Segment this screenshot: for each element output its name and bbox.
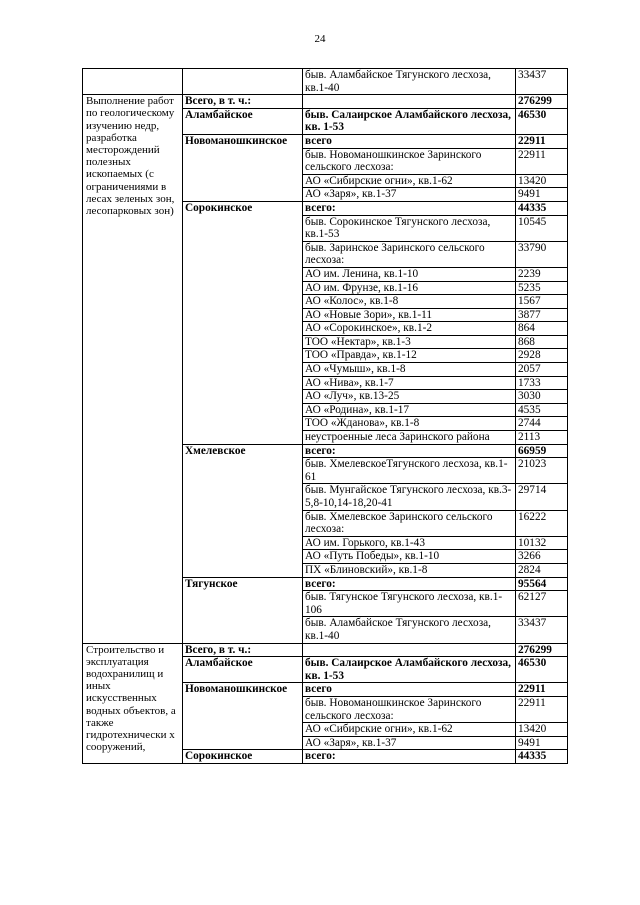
area-value-cell: 44335 (516, 750, 568, 764)
area-label-cell: всего (303, 134, 516, 148)
area-label-cell: быв. ХмелевскоеТягунского лесхоза, кв.1-61 (303, 458, 516, 484)
forestry-unit-cell (183, 69, 303, 95)
forestry-unit-cell: Тягунское (183, 577, 303, 643)
area-label-cell: АО «Заря», кв.1-37 (303, 736, 516, 750)
area-value-cell: 5235 (516, 281, 568, 295)
area-label-cell: АО им. Горького, кв.1-43 (303, 536, 516, 550)
area-label-cell: всего: (303, 750, 516, 764)
area-label-cell: АО «Сибирские огни», кв.1-62 (303, 174, 516, 188)
area-label-cell: ТОО «Правда», кв.1-12 (303, 349, 516, 363)
forest-allocation-table (82, 68, 568, 764)
area-label-cell: быв. Аламбайское Тягунского лесхоза, кв.1-40 (303, 617, 516, 643)
forestry-unit-cell: Новоманошкинское (183, 134, 303, 201)
table-row (83, 69, 568, 95)
area-value-cell: 21023 (516, 458, 568, 484)
area-label-cell: АО «Сибирские огни», кв.1-62 (303, 723, 516, 737)
area-value-cell: 13420 (516, 723, 568, 737)
area-label-cell: АО «Луч», кв.13-25 (303, 390, 516, 404)
area-label-cell: быв. Сорокинское Тягунского лесхоза, кв.1-53 (303, 215, 516, 241)
area-value-cell: 3266 (516, 550, 568, 564)
total-blank-cell (303, 643, 516, 657)
area-value-cell: 95564 (516, 577, 568, 591)
activity-cell: Выполнение работ по геологическому изучению недр, разработка месторождений полезных ископаемых (с ограничениями в лесах зеленых зон, лесопарковых зон) (83, 95, 183, 643)
page-number: 24 (314, 33, 326, 45)
total-value-cell: 276299 (516, 643, 568, 657)
area-value-cell: 864 (516, 322, 568, 336)
area-label-cell: ТОО «Жданова», кв.1-8 (303, 417, 516, 431)
total-label-cell: Всего, в т. ч.: (183, 643, 303, 657)
table-row (83, 643, 568, 657)
area-value-cell: 29714 (516, 484, 568, 510)
area-value-cell: 9491 (516, 188, 568, 202)
area-value-cell: 10545 (516, 215, 568, 241)
total-blank-cell (303, 95, 516, 109)
area-label-cell: быв. Салаирское Аламбайского лесхоза, кв. 1-53 (303, 108, 516, 134)
area-label-cell: быв. Аламбайское Тягунского лесхоза, кв.1-40 (303, 69, 516, 95)
area-value-cell: 3877 (516, 308, 568, 322)
forestry-unit-cell: Аламбайское (183, 108, 303, 134)
area-value-cell: 44335 (516, 201, 568, 215)
area-label-cell: АО «Родина», кв.1-17 (303, 403, 516, 417)
area-value-cell: 13420 (516, 174, 568, 188)
area-value-cell: 2928 (516, 349, 568, 363)
area-label-cell: ПХ «Блиновский», кв.1-8 (303, 563, 516, 577)
area-label-cell: всего (303, 683, 516, 697)
table-row (83, 95, 568, 109)
area-value-cell: 10132 (516, 536, 568, 550)
area-value-cell: 46530 (516, 108, 568, 134)
forestry-unit-cell: Сорокинское (183, 201, 303, 444)
area-value-cell: 868 (516, 335, 568, 349)
area-label-cell: АО «Нива», кв.1-7 (303, 376, 516, 390)
area-label-cell: АО «Сорокинское», кв.1-2 (303, 322, 516, 336)
activity-cell: Строительство и эксплуатация водохранилищ и иных искусственных водных объектов, а также гидротехнически х сооружений, (83, 643, 183, 763)
area-label-cell: АО «Новые Зори», кв.1-11 (303, 308, 516, 322)
area-label-cell: быв. Хмелевское Заринского сельского лесхоза: (303, 510, 516, 536)
forestry-unit-cell: Хмелевское (183, 444, 303, 577)
area-label-cell: АО «Путь Победы», кв.1-10 (303, 550, 516, 564)
area-value-cell: 22911 (516, 148, 568, 174)
area-label-cell: всего: (303, 444, 516, 458)
area-value-cell: 33437 (516, 69, 568, 95)
area-label-cell: всего: (303, 577, 516, 591)
area-value-cell: 2239 (516, 267, 568, 281)
area-value-cell: 16222 (516, 510, 568, 536)
area-label-cell: АО «Чумыш», кв.1-8 (303, 363, 516, 377)
area-label-cell: быв. Новоманошкинское Заринского сельского лесхоза: (303, 696, 516, 722)
table-body (83, 69, 568, 764)
area-label-cell: АО им. Фрунзе, кв.1-16 (303, 281, 516, 295)
area-label-cell: АО им. Ленина, кв.1-10 (303, 267, 516, 281)
area-label-cell: быв. Салаирское Аламбайского лесхоза, кв. 1-53 (303, 657, 516, 683)
area-label-cell: АО «Колос», кв.1-8 (303, 295, 516, 309)
forestry-unit-cell: Аламбайское (183, 657, 303, 683)
activity-cell (83, 69, 183, 95)
area-label-cell: всего: (303, 201, 516, 215)
total-label-cell: Всего, в т. ч.: (183, 95, 303, 109)
area-label-cell: быв. Мунгайское Тягунского лесхоза, кв.3-5,8-10,14-18,20-41 (303, 484, 516, 510)
area-value-cell: 2057 (516, 363, 568, 377)
area-label-cell: АО «Заря», кв.1-37 (303, 188, 516, 202)
area-label-cell: быв. Заринское Заринского сельского лесхоза: (303, 241, 516, 267)
area-label-cell: неустроенные леса Заринского района (303, 431, 516, 445)
area-value-cell: 2744 (516, 417, 568, 431)
area-label-cell: быв. Новоманошкинское Заринского сельского лесхоза: (303, 148, 516, 174)
area-value-cell: 1733 (516, 376, 568, 390)
total-value-cell: 276299 (516, 95, 568, 109)
area-value-cell: 46530 (516, 657, 568, 683)
area-value-cell: 33790 (516, 241, 568, 267)
area-value-cell: 1567 (516, 295, 568, 309)
forestry-unit-cell: Новоманошкинское (183, 683, 303, 750)
area-value-cell: 9491 (516, 736, 568, 750)
area-value-cell: 66959 (516, 444, 568, 458)
area-value-cell: 22911 (516, 134, 568, 148)
area-value-cell: 2113 (516, 431, 568, 445)
area-value-cell: 22911 (516, 696, 568, 722)
area-label-cell: ТОО «Нектар», кв.1-3 (303, 335, 516, 349)
area-value-cell: 33437 (516, 617, 568, 643)
area-value-cell: 22911 (516, 683, 568, 697)
area-value-cell: 62127 (516, 591, 568, 617)
forestry-unit-cell: Сорокинское (183, 750, 303, 764)
area-value-cell: 2824 (516, 563, 568, 577)
area-label-cell: быв. Тягунское Тягунского лесхоза, кв.1-106 (303, 591, 516, 617)
area-value-cell: 4535 (516, 403, 568, 417)
area-value-cell: 3030 (516, 390, 568, 404)
